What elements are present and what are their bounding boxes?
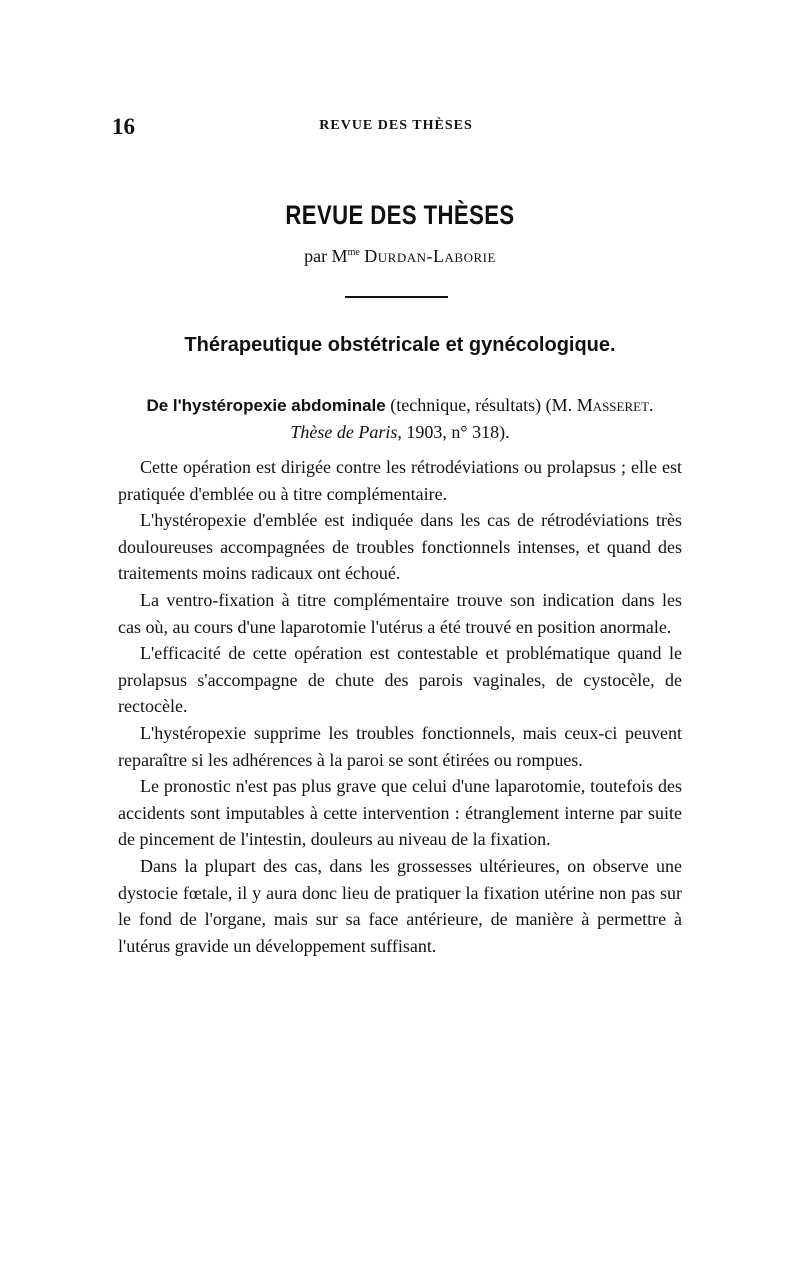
paragraph: Cette opération est dirigée contre les rétrodéviations ou prolapsus ; elle est pratiquée d'emblée ou à titre complémentaire. bbox=[118, 457, 682, 504]
article-title: REVUE DES THÈSES bbox=[285, 200, 515, 230]
byline bbox=[0, 246, 800, 267]
paragraph: L'hystéropexie d'emblée est indiquée dans les cas de rétrodéviations très douloureuses accompagnées de troubles fonctionnels intenses, et quand des traitements moins radicaux ont échoué. bbox=[118, 510, 682, 584]
entry-details: (technique, résultats) (M. bbox=[385, 395, 577, 415]
page-number: 16 bbox=[112, 114, 135, 139]
byline-sup: me bbox=[347, 247, 360, 258]
body-text bbox=[118, 454, 682, 959]
running-title: REVUE DES THÈSES bbox=[319, 118, 473, 133]
entry-details-end: . bbox=[649, 395, 654, 415]
thesis-entry bbox=[120, 392, 680, 446]
title-rule bbox=[345, 296, 448, 298]
section-heading: Thérapeutique obstétricale et gynécologique. bbox=[184, 334, 616, 356]
entry-heading: De l'hystéropexie abdominale bbox=[146, 396, 386, 415]
entry-author: Masseret bbox=[576, 395, 650, 415]
entry-citation: Thèse de Paris, bbox=[290, 422, 402, 442]
paragraph: L'hystéropexie supprime les troubles fonctionnels, mais ceux-ci peuvent reparaître si les adhérences à la paroi se sont étirées ou rompues. bbox=[118, 722, 682, 770]
entry-citation-ref: 1903, n° 318). bbox=[401, 422, 510, 442]
running-head bbox=[112, 114, 680, 138]
paragraph: Dans la plupart des cas, dans les grossesses ultérieures, on observe une dystocie fœtale, il y aura donc lieu de pratiquer la fixation utérine non pas sur le fond de l'organe, mais sur sa face antérieure, de manière à permettre à l'utérus gravide un développement suffisant. bbox=[118, 855, 682, 956]
byline-prefix: par M bbox=[304, 246, 348, 266]
paragraph: La ventro-fixation à titre complémentaire trouve son indication dans les cas où, au cours d'une laparotomie l'utérus a été trouvé en position anormale. bbox=[118, 589, 682, 637]
author-name: Durdan-Laborie bbox=[364, 246, 496, 266]
paragraph: Le pronostic n'est pas plus grave que celui d'une laparotomie, toutefois des accidents sont imputables à cette intervention : étranglement interne par suite de pincement de l'intestin, douleurs au niveau de la fixation. bbox=[118, 776, 682, 850]
paragraph: L'efficacité de cette opération est contestable et problématique quand le prolapsus s'accompagne de chute des parois vaginales, de cystocèle, de rectocèle. bbox=[118, 643, 682, 717]
